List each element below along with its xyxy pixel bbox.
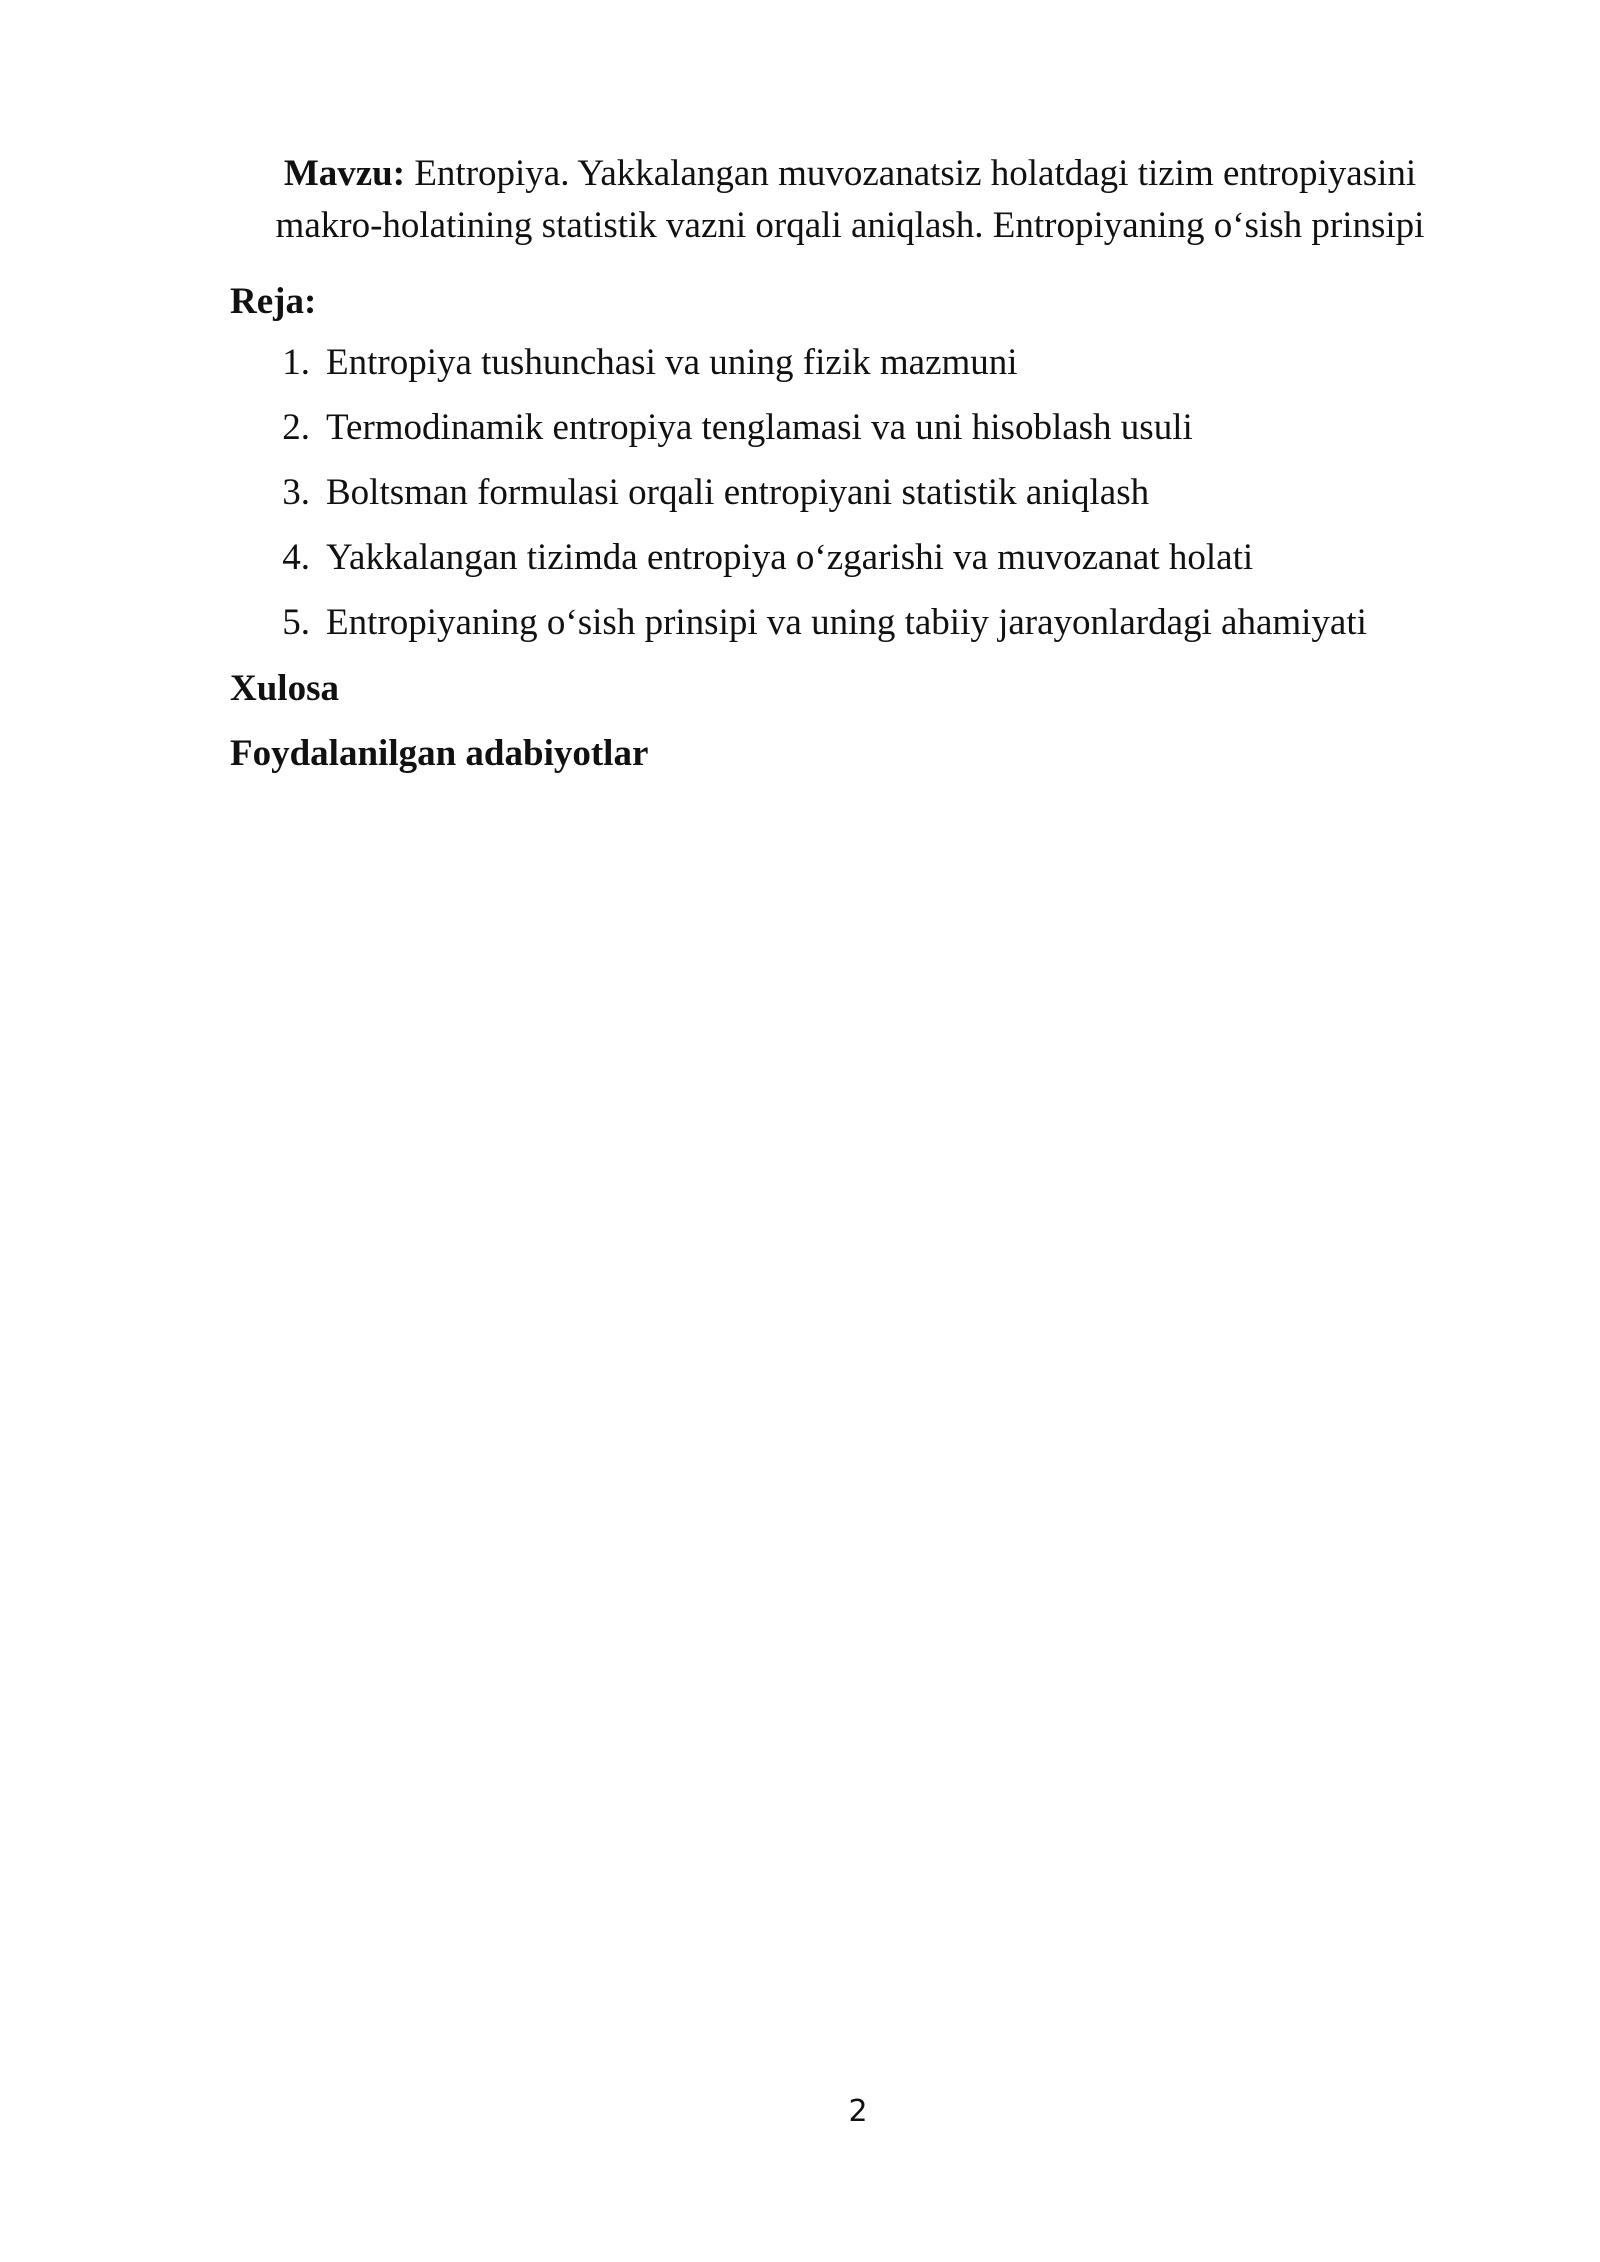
topic-text-line1: Entropiya. Yakkalangan muvozanatsiz holatdagi tizim entropiyasini (414, 153, 1417, 194)
plan-list (230, 337, 1367, 662)
plan-item-number: 2. (282, 407, 310, 448)
plan-item-text: Termodinamik entropiya tenglamasi va uni hisoblash usuli (326, 407, 1193, 448)
plan-item (230, 337, 1367, 389)
topic-label: Mavzu: (283, 153, 406, 194)
plan-item (230, 467, 1367, 519)
plan-item-number: 4. (282, 537, 310, 578)
topic-text-line2: makro-holatining statistik vazni orqali aniqlash. Entropiyaning o‘sish prinsipi (275, 205, 1425, 246)
plan-item-number: 3. (282, 472, 310, 513)
conclusion-heading: Xulosa (230, 668, 339, 709)
plan-heading: Reja: (230, 281, 317, 322)
plan-item (230, 402, 1367, 454)
page-number: 2 (848, 2094, 868, 2129)
plan-item-text: Entropiya tushunchasi va uning fizik mazmuni (326, 342, 1018, 383)
plan-item-number: 1. (282, 342, 310, 383)
references-heading: Foydalanilgan adabiyotlar (230, 733, 649, 774)
plan-item-text: Yakkalangan tizimda entropiya o‘zgarishi va muvozanat holati (326, 537, 1254, 578)
plan-item-text: Boltsman formulasi orqali entropiyani statistik aniqlash (326, 472, 1150, 513)
plan-item (230, 532, 1367, 584)
topic-block (230, 148, 1470, 252)
plan-item (230, 597, 1367, 649)
plan-item-text: Entropiyaning o‘sish prinsipi va uning tabiiy jarayonlardagi ahamiyati (326, 602, 1367, 643)
plan-item-number: 5. (282, 602, 310, 643)
